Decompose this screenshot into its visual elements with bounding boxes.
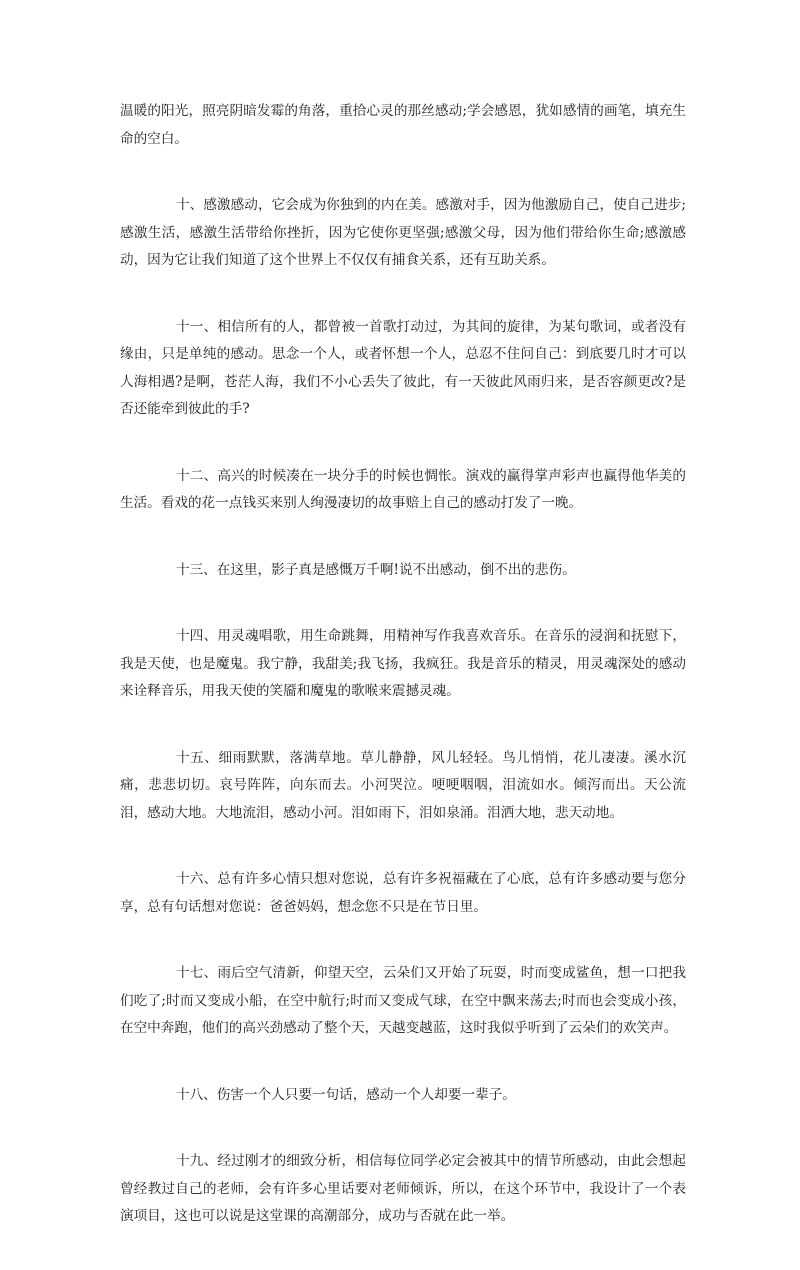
paragraph-12: 十二、高兴的时候凑在一块分手的时候也惆怅。演戏的赢得掌声彩声也赢得他华美的生活。看戏的花一点钱买来别人绚漫凄切的故事赔上自己的感动打发了一晚。 (120, 467, 686, 511)
paragraph-10: 十、感激感动，它会成为你独到的内在美。感激对手，因为他激励自己，使自己进步;感激生活，感激生活带给你挫折，因为它使你更坚强;感激父母，因为他们带给你生命;感激感动，因为它让我们知道了这个世界上不仅仅有捕食关系，还有互助关系。 (120, 197, 686, 268)
paragraph-16: 十六、总有许多心情只想对您说，总有许多祝福藏在了心底，总有许多感动要与您分享，总有句话想对您说：爸爸妈妈，想念您不只是在节日里。 (120, 871, 686, 915)
paragraph-15: 十五、细雨默默，落满草地。草儿静静，风儿轻轻。鸟儿悄悄，花儿凄凄。溪水沉痛，悲悲切切。哀号阵阵，向东而去。小河哭泣。哽哽咽咽，泪流如水。倾泻而出。天公流泪，感动大地。大地流泪，感动小河。泪如雨下，泪如泉涌。泪洒大地，悲天动地。 (120, 749, 686, 821)
paragraph-continuation: 温暖的阳光，照亮阴暗发霉的角落，重拾心灵的那丝感动;学会感恩，犹如感情的画笔，填充生命的空白。 (120, 103, 686, 147)
paragraph-14: 十四、用灵魂唱歌，用生命跳舞，用精神写作我喜欢音乐。在音乐的浸润和抚慰下，我是天使，也是魔鬼。我宁静，我甜美;我飞扬，我疯狂。我是音乐的精灵，用灵魂深处的感动来诠释音乐，用我天使的笑靥和魔鬼的歌喉来震撼灵魂。 (120, 628, 686, 699)
paragraph-19: 十九、经过刚才的细致分析，相信每位同学必定会被其中的情节所感动，由此会想起曾经教过自己的老师，会有许多心里话要对老师倾诉，所以，在这个环节中，我设计了一个表演项目，这也可以说是这堂课的高潮部分，成功与否就在此一举。 (120, 1153, 686, 1224)
document-page (120, 98, 686, 1270)
paragraph-17: 十七、雨后空气清新，仰望天空，云朵们又开始了玩耍，时而变成鲨鱼，想一口把我们吃了;时而又变成小船，在空中航行;时而又变成气球，在空中飘来荡去;时而也会变成小孩，在空中奔跑，他们的高兴劲感动了整个天，天越变越蓝，这时我似乎听到了云朵们的欢笑声。 (120, 965, 686, 1036)
paragraph-13: 十三、在这里，影子真是感慨万千啊!说不出感动，倒不出的悲伤。 (176, 561, 576, 578)
paragraph-18: 十八、伤害一个人只要一句话，感动一个人却要一辈子。 (176, 1086, 516, 1103)
paragraph-11: 十一、相信所有的人，都曾被一首歌打动过，为其间的旋律，为某句歌词，或者没有缘由，只是单纯的感动。思念一个人，或者怀想一个人，总忍不住问自己：到底要几时才可以人海相遇?是啊，苍茫人海，我们不小心丢失了彼此，有一天彼此风雨归来，是否容颜更改?是否还能牵到彼此的手? (120, 318, 686, 417)
